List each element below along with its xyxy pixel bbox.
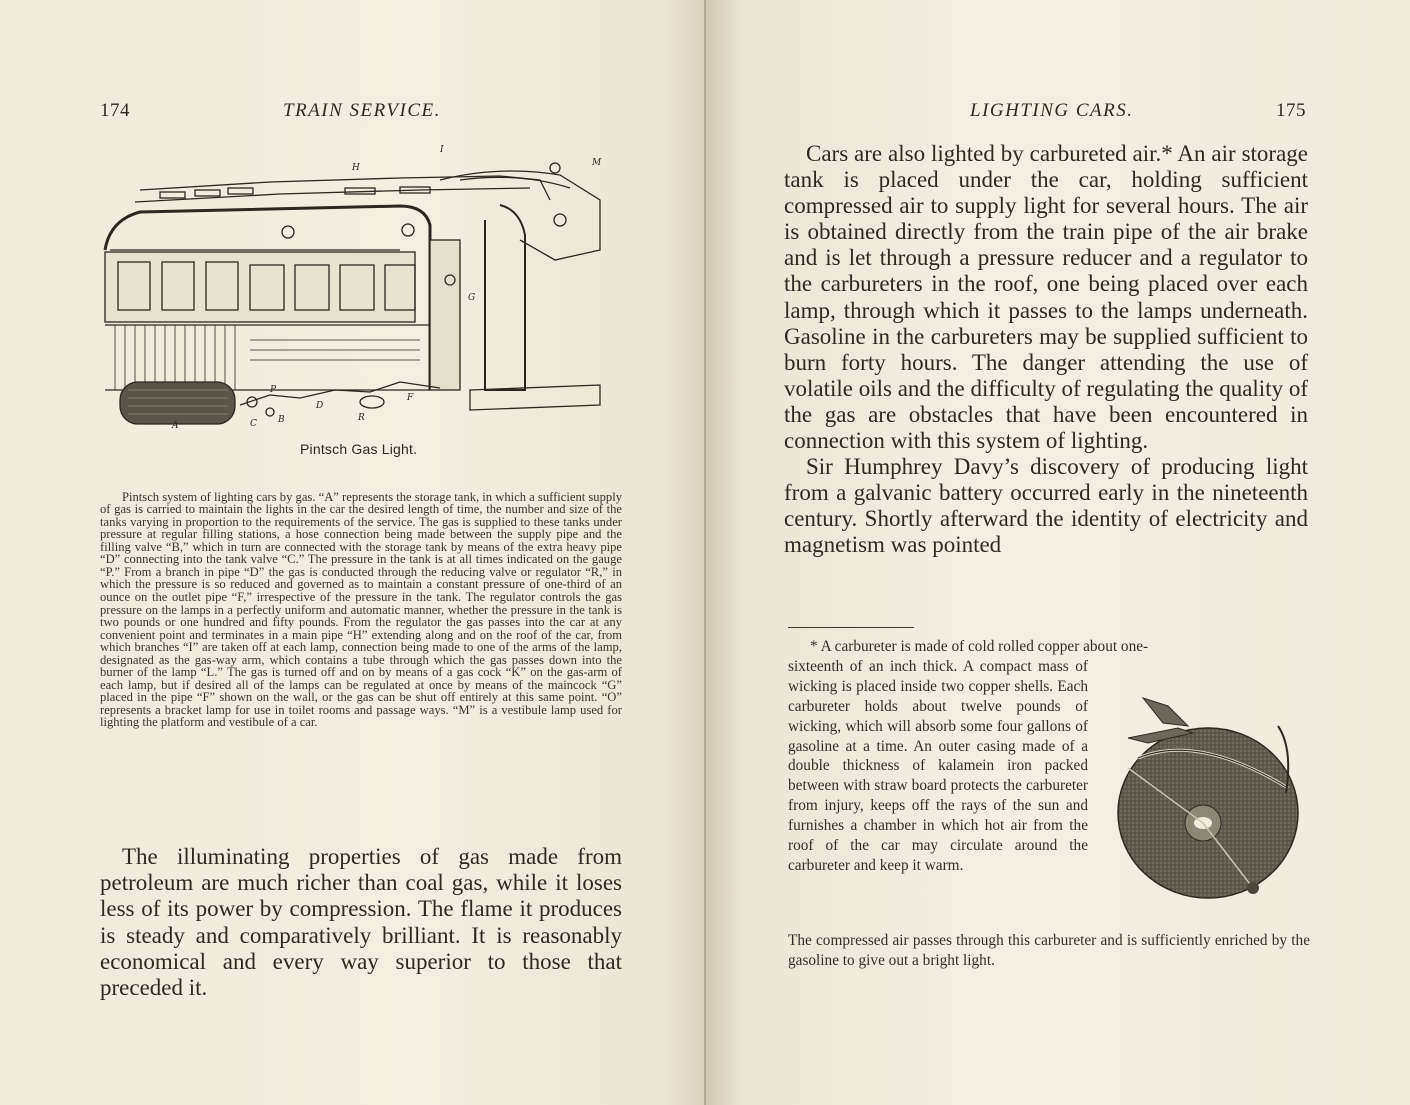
svg-text:C: C [250,419,257,429]
svg-text:P: P [270,385,277,395]
svg-text:F: F [407,393,414,403]
carbureter-illustration [1108,678,1308,903]
svg-text:A: A [172,421,179,431]
svg-text:M: M [592,158,602,168]
svg-text:R: R [358,413,365,423]
running-head: TRAIN SERVICE. [283,100,441,121]
footnote-wrapped-text: sixteenth of an inch thick. A compact mass of wicking is placed inside two copper shells. Each carbureter holds about twelve pounds of wicking, which will absorb some four gallons of gasoline at a time. An outer casing made of a double thickness of kalamein iron packed between with straw board protects the carbureter from injury, keeps off the rays of the sun and furnishes a chamber in which hot air from the roof of the car may circulate around the carbureter and keep it warm. [788,657,1088,874]
page-number: 174 [100,100,130,121]
body-paragraph: Cars are also lighted by carbureted air.* An air storage tank is placed under the car, holding sufficient compressed air to supply light for several hours. The air is obtained directly from the train pipe of the air brake and is let through a pressure reducer and a regulator to the carbureters in the roof, one being placed over each lamp, through which it passes to the lamps underneath. Gasoline in the carbureters may be supplied sufficient to burn forty hours. The danger attending the use of volatile oils and the difficulty of regulating the quality of the gas are obstacles that have been encountered in connection with this system of lighting. [784,141,1308,454]
svg-text:G: G [468,293,476,303]
svg-text:I: I [440,145,444,155]
body-paragraph: Sir Humphrey Davy’s discovery of producing light from a galvanic battery occurred early in the nineteenth century. Shortly afterward the identity of electricity and magnetism was pointed [784,454,1308,558]
figure-description: Pintsch system of lighting cars by gas. “A” represents the storage tank, in which a sufficient supply of gas is carried to maintain the lights in the car the desired length of time, the number and size of the tanks varying in proportion to the requirements of the service. The gas is supplied to these tanks under pressure at regular filling stations, a hose connection being made between the supply pipe and the filling valve “B,” which in turn are connected with the storage tank by means of the extra heavy pipe “D” connecting into the tank valve “C.” The pressure in the tank is at all times indicated on the gauge “P.” From a branch in pipe “D” the gas is conducted through the reducing valve or regulator “R,” in which the pressure is so reduced and governed as to maintain a constant pressure of one-third of an ounce on the outlet pipe “F,” irrespective of the pressure in the tank. The regulator controls the gas pressure on the lamps in a perfectly uniform and automatic manner, whether the pressure in the tank is two pounds or one hundred and fifty pounds. From the regulator the gas passes into the car at any convenient point and terminates in a main pipe “H” extending along and on the roof of the car, from which branches “I” are taken off at each lamp, connection being made to one of the arms of the lamp, designated as the gas-way arm, which contains a tube through which the gas passes down into the burner of the lamp “L.” The gas is turned off and on by means of a gas cock “K” on the gas-arm of each lamp, but if desired all of the lamps can be regulated at once by means of the maincock “G” placed in the pipe “F” shown on the wall, or the gas can be shut off entirely at this same point. “O” represents a bracket lamp for use in toilet rooms and passage ways. “M” is a vestibule lamp used for lighting the platform and vestibule of a car. [100,489,622,730]
svg-text:B: B [278,415,285,425]
svg-text:H: H [352,163,360,173]
train-car-illustration [100,140,620,432]
footnote-tail: The compressed air passes through this carbureter and is sufficiently enriched by the gasoline to give out a bright light. [788,932,1310,969]
right-page [706,0,1410,1105]
footnote-rule [788,627,914,628]
body-text [784,141,1308,559]
footnote-first-line: * A carbureter is made of cold rolled copper about one- [810,638,1149,655]
page-number: 175 [1276,100,1306,121]
body-paragraph: The illuminating properties of gas made from petroleum are much richer than coal gas, while it loses less of its power by compression. The flame it produces is steady and comparatively brilliant. It is reasonably economical and every way superior to those that preceded it. [100,844,622,1001]
running-head: LIGHTING CARS. [970,100,1134,121]
svg-text:D: D [316,401,324,411]
figure-caption: Pintsch Gas Light. [300,441,418,457]
